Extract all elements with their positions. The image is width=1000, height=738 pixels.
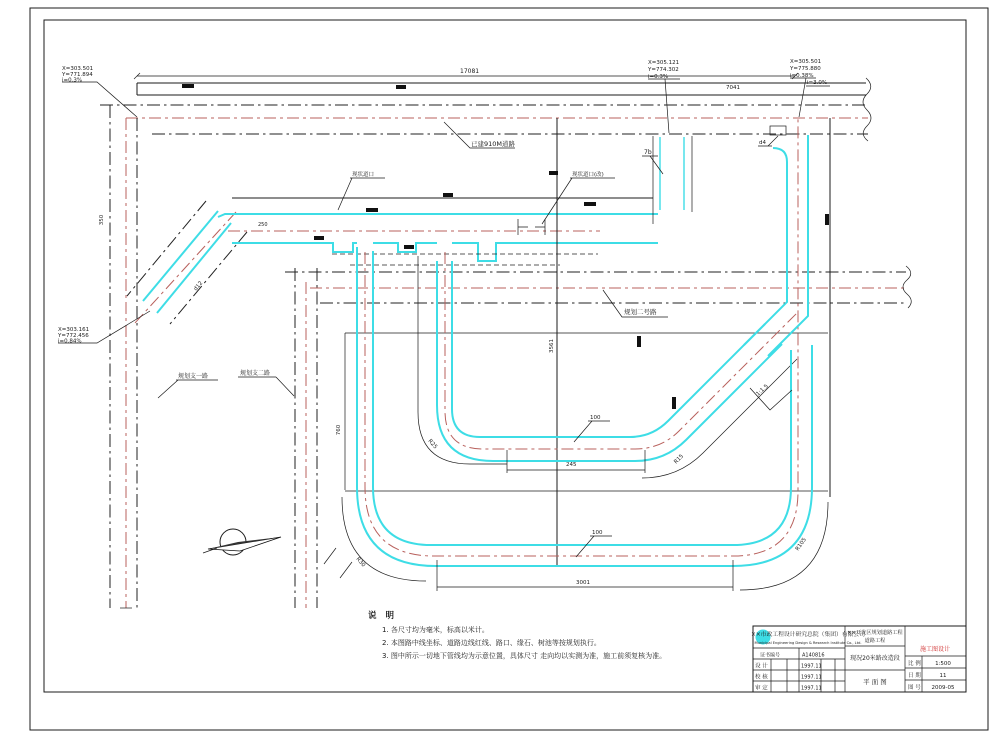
meta-value-1: 1:500 <box>935 661 951 667</box>
label-r-lower-left: R30 <box>354 556 367 569</box>
label-d4: d4 <box>759 140 766 146</box>
meta-value-2: 11 <box>939 673 947 679</box>
notes <box>368 610 666 661</box>
cert-no: A140816 <box>802 652 825 659</box>
dim-bottom-width: 3001 <box>576 580 590 586</box>
leader-lines <box>58 78 830 557</box>
meta-label-3: 图 号 <box>908 685 921 691</box>
callout-top-left: X=303.501 <box>62 66 94 72</box>
connector-street <box>653 136 692 224</box>
cert-label: 证书编号 <box>760 652 781 659</box>
label-r-upper-right: R15 <box>673 453 686 466</box>
sign-label-2: 校 核 <box>755 674 768 681</box>
label-top-road: 已建910M道路 <box>471 140 516 148</box>
dim-top-right: 7041 <box>726 85 740 91</box>
callout-mid-left: X=303.161 <box>58 327 90 333</box>
drawing-frame <box>30 8 988 730</box>
planned-corridor <box>285 266 911 308</box>
north-arrow-icon <box>203 529 281 555</box>
note-1: 1. 各尺寸均为毫米，标高以米计。 <box>382 626 489 634</box>
svg-text:Y=771.894: Y=771.894 <box>62 72 93 78</box>
callout-top-mid: X=305.121 <box>648 60 680 66</box>
notes-title: 说 明 <box>368 611 397 621</box>
dimensions <box>182 84 829 591</box>
road-labels <box>178 80 827 569</box>
meta-label-2: 日 期 <box>908 673 921 679</box>
sign-value-1: 1997.11 <box>801 663 822 670</box>
dim-top: 17081 <box>460 68 480 75</box>
callout-top-right: X=305.501 <box>790 59 822 65</box>
left-road <box>110 105 137 608</box>
sign-label-3: 审 定 <box>755 685 768 692</box>
title-block <box>751 626 966 692</box>
project-line1: ××开发区规划道路工程 <box>847 630 903 636</box>
svg-text:Y=772.456: Y=772.456 <box>58 333 89 339</box>
dim-v-center: 3561 <box>549 339 555 353</box>
label-r-upper-left: R25 <box>426 438 439 451</box>
label-branch-b: 规划支二路 <box>240 370 271 377</box>
drawing-name1: 现况20米路改造段 <box>850 655 900 662</box>
dimension-texts <box>99 68 740 586</box>
svg-text:Y=775.880: Y=775.880 <box>790 66 821 72</box>
label-crossing-right: 现状道口(改) <box>572 172 604 178</box>
label-d12: d12 <box>192 280 205 293</box>
label-chain-lower: 100 <box>592 530 603 536</box>
project-line2: 道路工程 <box>864 638 886 644</box>
company-name: ××市政工程设计研究总院（集团）有限公司 <box>750 632 866 638</box>
diagonal-road <box>127 201 247 324</box>
dim-v-left: 350 <box>99 214 105 226</box>
drawing-name2: 平 面 图 <box>863 678 887 686</box>
label-plan-road: 规划二号路 <box>624 308 657 316</box>
second-left-road <box>295 268 317 608</box>
svg-text:i=0.84%: i=0.84% <box>58 338 82 345</box>
coordinate-callouts <box>57 59 821 345</box>
note-3: 3. 图中所示一切地下管线均为示意位置，具体尺寸 走向均以实测为准，施工前须复核为准。 <box>382 652 667 660</box>
label-chain-upper: 100 <box>590 415 601 421</box>
dim-v-loop: 760 <box>336 424 342 436</box>
meta-value-3: 2009-05 <box>931 685 955 691</box>
sign-value-3: 1997.11 <box>801 685 822 692</box>
dim-mid-width: 245 <box>566 462 577 468</box>
label-branch-a: 规划支一路 <box>178 373 209 380</box>
note-2: 2. 本图路中线坐标、道路边线红线、路口、缘石、树池等按规划执行。 <box>382 639 601 647</box>
middle-street <box>218 198 658 265</box>
meta-label-1: 比 例 <box>908 661 921 667</box>
company-name-en: Municipal Engineering Design & Research Institute Co., Ltd. <box>754 641 862 645</box>
top-road <box>100 73 871 141</box>
lower-loop-road <box>324 118 828 590</box>
label-slope-i: i=3.0% <box>807 80 828 86</box>
label-r-lower-right: R105 <box>794 536 808 553</box>
svg-text:i=0.3%: i=0.3% <box>62 77 83 84</box>
svg-text:i=0.3%: i=0.3% <box>648 74 669 80</box>
svg-text:i=0.38%: i=0.38% <box>790 73 814 79</box>
label-ramp: 7b <box>644 149 652 156</box>
label-crossing-left: 现状道口 <box>352 172 375 178</box>
upper-loop-road <box>418 252 798 478</box>
sign-label-1: 设 计 <box>755 663 768 670</box>
dim-e-left: 250 <box>258 222 268 228</box>
stage-stamp: 施工图设计 <box>919 646 951 653</box>
svg-text:Y=774.302: Y=774.302 <box>648 67 679 73</box>
label-slope-ratio: 1:1.5 <box>755 383 770 398</box>
sign-value-2: 1997.11 <box>801 674 822 681</box>
